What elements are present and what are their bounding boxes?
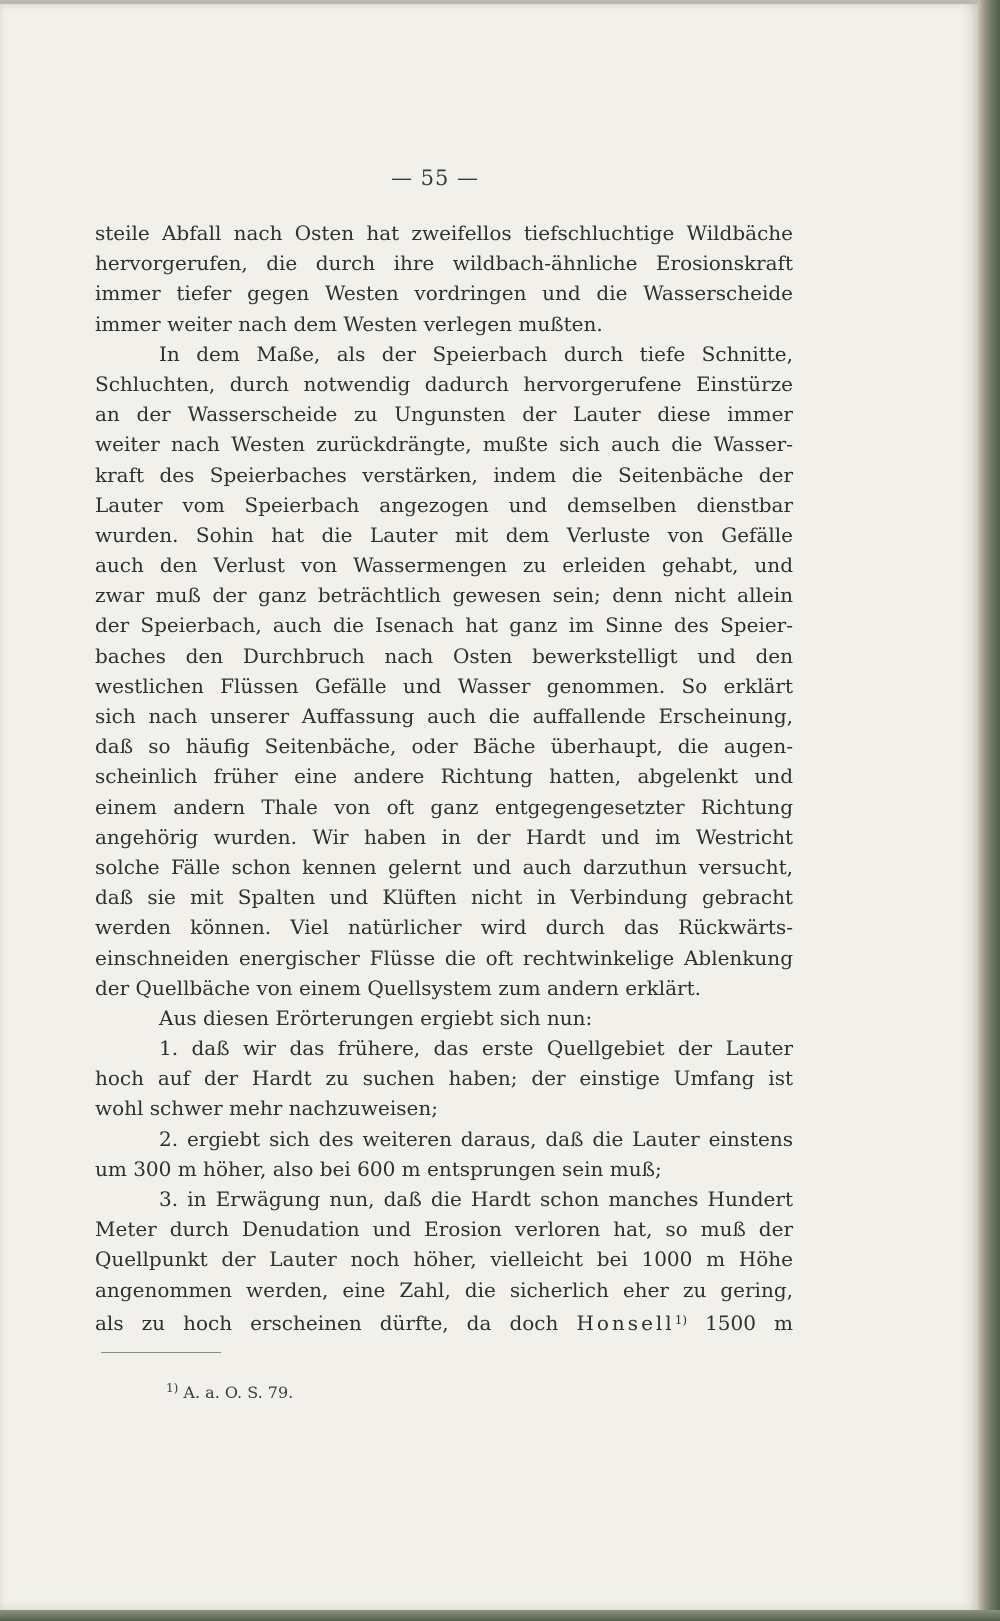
text-line: einschneiden energischer Flüsse die oft rechtwinkelige Ablenkung	[95, 945, 793, 970]
text-line: baches den Durchbruch nach Osten bewerkstelligt und den	[95, 643, 793, 668]
text-line: auch den Verlust von Wassermengen zu erleiden gehabt, und	[95, 553, 793, 578]
text-line-last	[95, 1305, 793, 1335]
text-line: Meter durch Denudation und Erosion verloren hat, so muß der	[95, 1217, 793, 1242]
top-edge-shadow	[0, 0, 978, 4]
footnote-marker: 1)	[166, 1381, 179, 1395]
footnote	[166, 1381, 293, 1402]
text-line: angehörig wurden. Wir haben in der Hardt und im Westricht	[95, 824, 793, 849]
text-line: wurden. Sohin hat die Lauter mit dem Verluste von Gefälle	[95, 522, 793, 547]
text-line: Aus diesen Erörterungen ergiebt sich nun:	[159, 1005, 593, 1030]
text-line: daß so häufig Seitenbäche, oder Bäche überhaupt, die augen-	[95, 734, 793, 759]
text-line: hervorgerufen, die durch ihre wildbach-ähnliche Erosionskraft	[95, 251, 793, 276]
page-number: — 55 —	[390, 166, 480, 190]
text-line: steile Abfall nach Osten hat zweifellos tiefschluchtige Wildbäche	[95, 221, 793, 245]
text-line: scheinlich früher eine andere Richtung hatten, abgelenkt und	[95, 764, 793, 789]
text-line: der Speierbach, auch die Isenach hat ganz im Sinne des Speier-	[95, 613, 793, 638]
text-line: immer weiter nach dem Westen verlegen mußten.	[95, 311, 603, 336]
list-item-2: 2. ergiebt sich des weiteren daraus, daß die Lauter einstens	[159, 1126, 793, 1151]
body-text	[95, 218, 793, 1335]
text-line: westlichen Flüssen Gefälle und Wasser genommen. So erklärt	[95, 673, 793, 698]
author-name: Honsell	[576, 1310, 675, 1335]
text-line: hoch auf der Hardt zu suchen haben; der einstige Umfang ist	[95, 1066, 793, 1091]
list-item-1: 1. daß wir das frühere, das erste Quellgebiet der Lauter	[159, 1036, 793, 1061]
text-line: weiter nach Westen zurückdrängte, mußte sich auch die Wasser-	[95, 432, 793, 457]
book-bottom-edge	[0, 1610, 1000, 1621]
text-line: Schluchten, durch notwendig dadurch hervorgerufene Einstürze	[95, 371, 793, 396]
text-line: zwar muß der ganz beträchtlich gewesen sein; denn nicht allein	[95, 583, 793, 608]
text-line: der Quellbäche von einem Quellsystem zum andern erklärt.	[95, 975, 702, 1000]
footnote-divider	[101, 1352, 221, 1353]
text-line: Quellpunkt der Lauter noch höher, vielleicht bei 1000 m Höhe	[95, 1247, 793, 1272]
footnote-reference: 1)	[674, 1312, 688, 1327]
footnote-text: A. a. O. S. 79.	[183, 1383, 294, 1402]
text-line: immer tiefer gegen Westen vordringen und die Wasserscheide	[95, 281, 793, 306]
text-line: um 300 m höher, also bei 600 m entsprungen sein muß;	[95, 1156, 662, 1181]
list-item-3: 3. in Erwägung nun, daß die Hardt schon manches Hundert	[159, 1187, 793, 1211]
text-line: einem andern Thale von oft ganz entgegengesetzter Richtung	[95, 794, 793, 819]
text-line: In dem Maße, als der Speierbach durch tiefe Schnitte,	[159, 341, 793, 366]
text-line: wohl schwer mehr nachzuweisen;	[95, 1096, 438, 1121]
text-line: kraft des Speierbaches verstärken, indem die Seitenbäche der	[95, 462, 793, 487]
text-fragment: als zu hoch erscheinen dürfte, da doch	[95, 1310, 559, 1335]
text-line: angenommen werden, eine Zahl, die sicherlich eher zu gering,	[95, 1277, 793, 1302]
text-line: sich nach unserer Auffassung auch die auffallende Erscheinung,	[95, 704, 793, 728]
text-fragment: 1500 m	[705, 1310, 793, 1335]
text-line: solche Fälle schon kennen gelernt und auch darzuthun versucht,	[95, 854, 793, 879]
text-line: daß sie mit Spalten und Klüften nicht in Verbindung gebracht	[95, 885, 793, 910]
text-line: werden können. Viel natürlicher wird durch das Rückwärts-	[95, 915, 793, 940]
text-line: Lauter vom Speierbach angezogen und demselben dienstbar	[95, 492, 793, 517]
text-line: an der Wasserscheide zu Ungunsten der Lauter diese immer	[95, 402, 793, 427]
book-page-edge	[978, 0, 1000, 1621]
